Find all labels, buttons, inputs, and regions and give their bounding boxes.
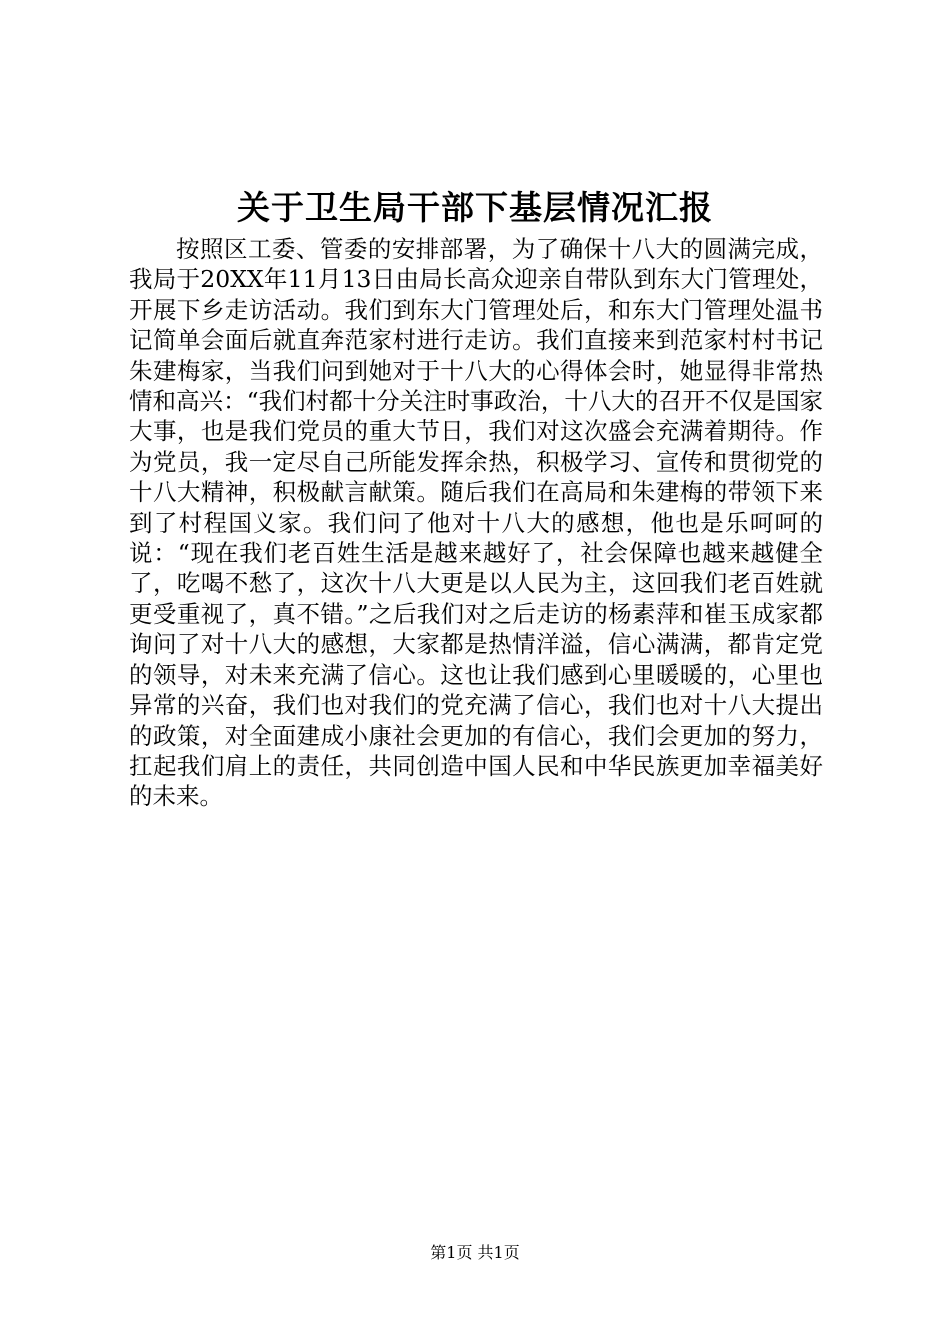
document-body: 按照区工委、管委的安排部署，为了确保十八大的圆满完成，我局于20XX年11月13日由局长高众迎亲自带队到东大门管理处，开展下乡走访活动。我们到东大门管理处后，和东大门管理处温书记简单会面后就直奔范家村进行走访。我们直接来到范家村村书记朱建梅家，当我们问到她对于十八大的心得体会时，她显得非常热情和高兴：“我们村都十分关注时事政治，十八大的召开不仅是国家大事，也是我们党员的重大节日，我们对这次盛会充满着期待。作为党员，我一定尽自己所能发挥余热，积极学习、宣传和贯彻党的十八大精神，积极献言献策。随后我们在高局和朱建梅的带领下来到了村程国义家。我们问了他对十八大的感想，他也是乐呵呵的说：“现在我们老百姓生活是越来越好了，社会保障也越来越健全了，吃喝不愁了，这次十八大更是以人民为主，这回我们老百姓就更受重视了，真不错。”之后我们对之后走访的杨素萍和崔玉成家都询问了对十八大的感想，大家都是热情洋溢，信心满满，都肯定党的领导，对未来充满了信心。这也让我们感到心里暖暖的，心里也异常的兴奋，我们也对我们的党充满了信心，我们也对十八大提出的政策，对全面建成小康社会更加的有信心，我们会更加的努力，扛起我们肩上的责任，共同创造中国人民和中华民族更加幸福美好的未来。 (129, 235, 823, 811)
document-title: 关于卫生局干部下基层情况汇报 (237, 188, 713, 227)
page-footer: 第1页 共1页 (430, 1243, 520, 1262)
